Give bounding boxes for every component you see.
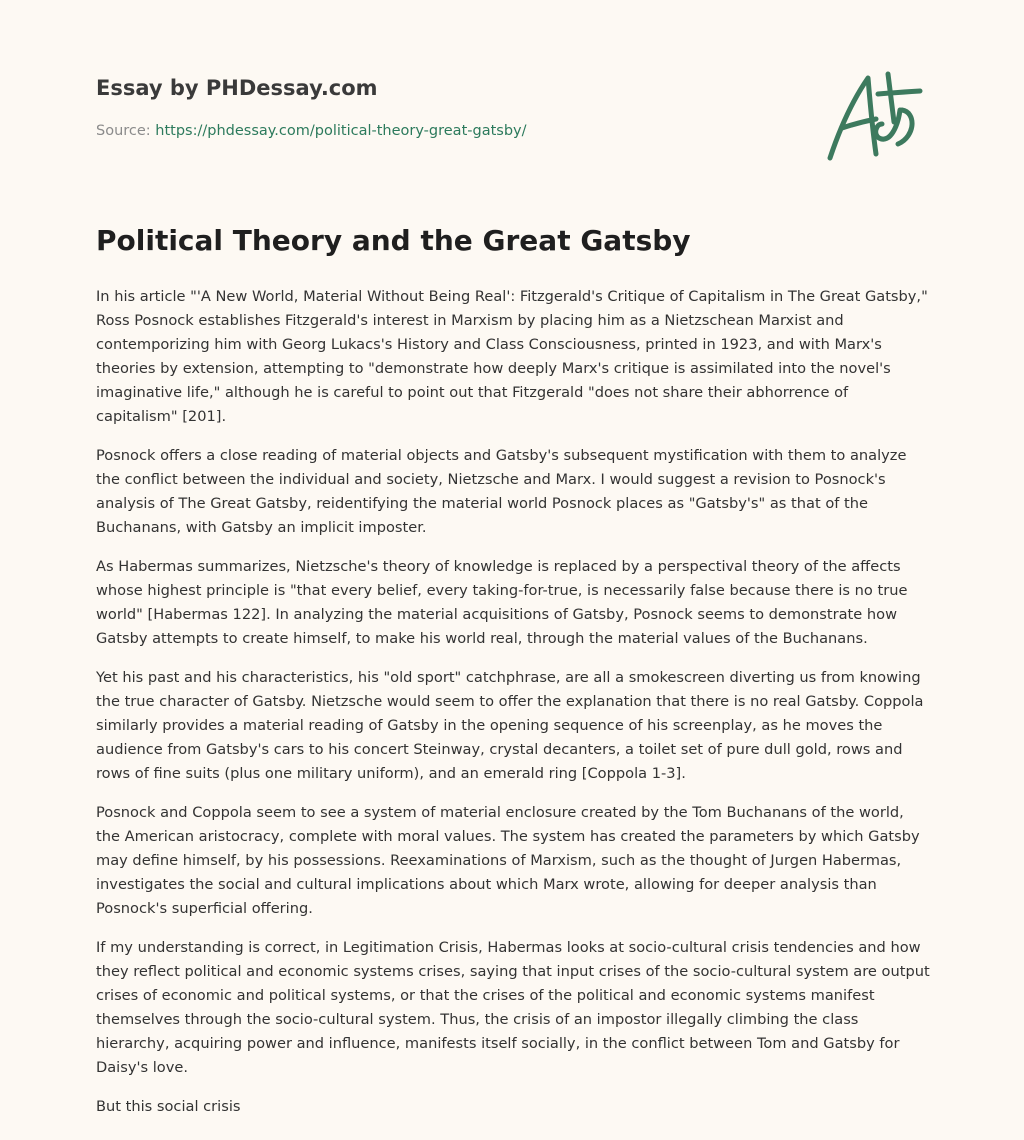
a-plus-logo-icon	[824, 64, 928, 164]
essay-title: Political Theory and the Great Gatsby	[96, 224, 691, 257]
source-link[interactable]: https://phdessay.com/political-theory-great-gatsby/	[155, 123, 527, 139]
essay-body	[96, 285, 931, 1134]
essay-paragraph: If my understanding is correct, in Legitimation Crisis, Habermas looks at socio-cultural crisis tendencies and how they reflect political and economic systems crises, saying that input crises of the socio-cultural system are output crises of economic and political systems, or that the crises of the political and economic systems manifest themselves through the socio-cultural system. Thus, the crisis of an impostor illegally climbing the class hierarchy, acquiring power and influence, manifests itself socially, in the conflict between Tom and Gatsby for Daisy's love.	[96, 939, 930, 1076]
source-label: Source:	[96, 123, 156, 139]
essay-paragraph: Posnock and Coppola seem to see a system of material enclosure created by the Tom Buchanans of the world, the American aristocracy, complete with moral values. The system has created the parameters by which Gatsby may define himself, by his possessions. Reexaminations of Marxism, such as the thought of Jurgen Habermas, investigates the social and cultural implications about which Marx wrote, allowing for deeper analysis than Posnock's superficial offering.	[96, 804, 920, 917]
essay-paragraph: As Habermas summarizes, Nietzsche's theory of knowledge is replaced by a perspectival theory of the affects whose highest principle is "that every belief, every taking-for-true, is necessarily false because there is no true world" [Habermas 122]. In analyzing the material acquisitions of Gatsby, Posnock seems to demonstrate how Gatsby attempts to create himself, to make his world real, through the material values of the Buchanans.	[96, 558, 908, 647]
essay-paragraph: But this social crisis	[96, 1098, 241, 1115]
source-line	[96, 123, 526, 139]
essay-paragraph: Posnock offers a close reading of material objects and Gatsby's subsequent mystification with them to analyze the conflict between the individual and society, Nietzsche and Marx. I would suggest a revision to Posnock's analysis of The Great Gatsby, reidentifying the material world Posnock places as "Gatsby's" as that of the Buchanans, with Gatsby an implicit imposter.	[96, 447, 907, 536]
essay-paragraph: Yet his past and his characteristics, his "old sport" catchphrase, are all a smokescreen diverting us from knowing the true character of Gatsby. Nietzsche would seem to offer the explanation that there is no real Gatsby. Coppola similarly provides a material reading of Gatsby in the opening sequence of his screenplay, as he moves the audience from Gatsby's cars to his concert Steinway, crystal decanters, a toilet set of pure dull gold, rows and rows of fine suits (plus one military uniform), and an emerald ring [Coppola 1-3].	[96, 669, 924, 782]
site-brand: Essay by PHDessay.com	[96, 76, 378, 100]
essay-paragraph: In his article "'A New World, Material Without Being Real': Fitzgerald's Critique of Capitalism in The Great Gatsby," Ross Posnock establishes Fitzgerald's interest in Marxism by placing him as a Nietzschean Marxist and contemporizing him with Georg Lukacs's History and Class Consciousness, printed in 1923, and with Marx's theories by extension, attempting to "demonstrate how deeply Marx's critique is assimilated into the novel's imaginative life," although he is careful to point out that Fitzgerald "does not share their abhorrence of capitalism" [201].	[96, 288, 928, 425]
